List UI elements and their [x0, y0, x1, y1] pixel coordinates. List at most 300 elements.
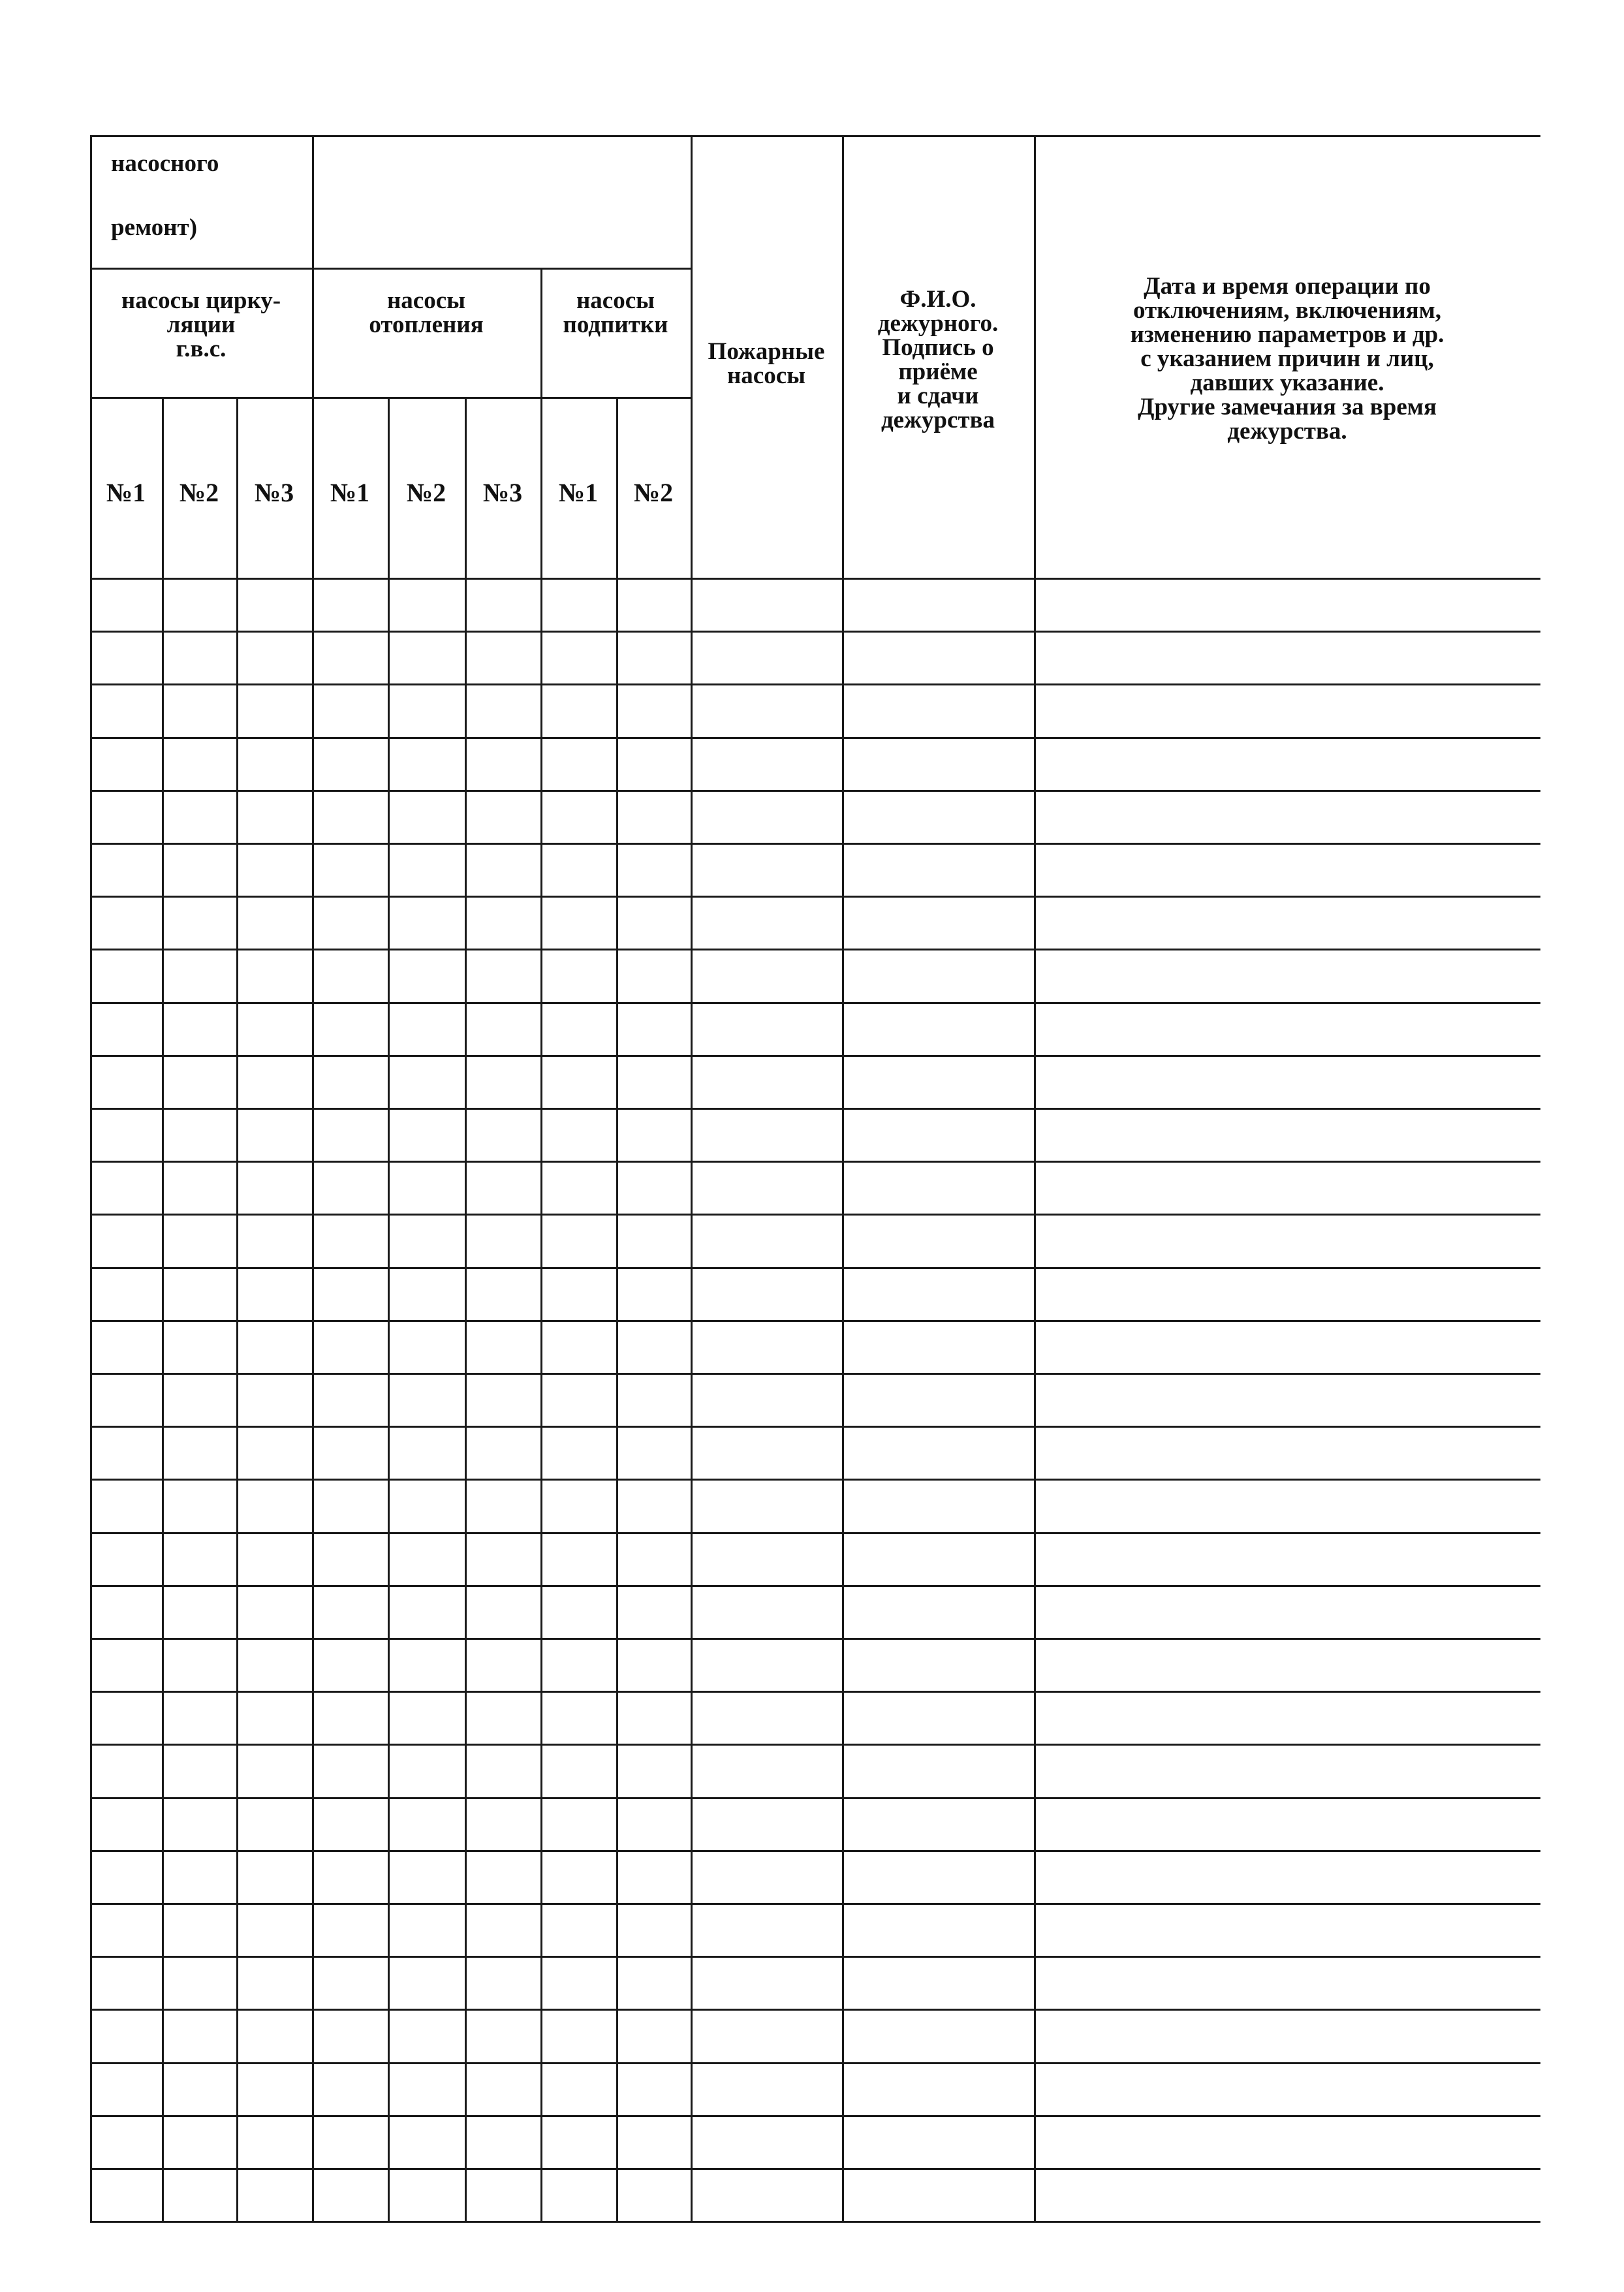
table-cell[interactable]	[844, 1322, 1034, 1373]
table-cell[interactable]	[1036, 2117, 1540, 2168]
table-cell[interactable]	[314, 2170, 388, 2221]
table-cell[interactable]	[618, 1587, 691, 1638]
table-cell[interactable]	[618, 1004, 691, 1055]
table-cell[interactable]	[693, 898, 842, 949]
table-cell[interactable]	[844, 1534, 1034, 1585]
table-cell[interactable]	[693, 2117, 842, 2168]
table-cell[interactable]	[390, 1587, 465, 1638]
table-cell[interactable]	[542, 1799, 616, 1850]
table-cell[interactable]	[693, 1958, 842, 2009]
table-cell[interactable]	[314, 685, 388, 736]
table-cell[interactable]	[844, 1163, 1034, 1214]
table-cell[interactable]	[314, 1746, 388, 1797]
table-cell[interactable]	[618, 2117, 691, 2168]
table-cell[interactable]	[164, 2170, 236, 2221]
table-cell[interactable]	[618, 1163, 691, 1214]
table-cell[interactable]	[693, 580, 842, 631]
table-cell[interactable]	[92, 1163, 162, 1214]
table-cell[interactable]	[693, 739, 842, 790]
table-cell[interactable]	[390, 1905, 465, 1956]
table-cell[interactable]	[467, 1481, 540, 1531]
table-cell[interactable]	[1036, 580, 1540, 631]
table-cell[interactable]	[92, 1004, 162, 1055]
table-cell[interactable]	[1036, 1057, 1540, 1108]
table-cell[interactable]	[467, 1163, 540, 1214]
table-cell[interactable]	[467, 1958, 540, 2009]
table-cell[interactable]	[467, 2064, 540, 2115]
table-cell[interactable]	[238, 1534, 312, 1585]
table-cell[interactable]	[1036, 685, 1540, 736]
table-cell[interactable]	[844, 950, 1034, 1001]
table-cell[interactable]	[92, 1481, 162, 1531]
table-cell[interactable]	[1036, 1693, 1540, 1744]
table-cell[interactable]	[92, 1799, 162, 1850]
table-cell[interactable]	[1036, 1110, 1540, 1161]
table-cell[interactable]	[238, 633, 312, 683]
table-cell[interactable]	[467, 1587, 540, 1638]
table-cell[interactable]	[92, 1057, 162, 1108]
table-cell[interactable]	[314, 1057, 388, 1108]
table-cell[interactable]	[238, 1004, 312, 1055]
table-cell[interactable]	[164, 1110, 236, 1161]
table-cell[interactable]	[164, 2117, 236, 2168]
table-cell[interactable]	[390, 1958, 465, 2009]
table-cell[interactable]	[844, 633, 1034, 683]
table-cell[interactable]	[467, 633, 540, 683]
table-cell[interactable]	[238, 950, 312, 1001]
table-cell[interactable]	[693, 1799, 842, 1850]
table-cell[interactable]	[164, 2064, 236, 2115]
table-cell[interactable]	[467, 1852, 540, 1903]
table-cell[interactable]	[618, 580, 691, 631]
table-cell[interactable]	[390, 2117, 465, 2168]
table-cell[interactable]	[92, 845, 162, 896]
table-cell[interactable]	[390, 1428, 465, 1479]
table-cell[interactable]	[238, 898, 312, 949]
table-cell[interactable]	[238, 580, 312, 631]
table-cell[interactable]	[844, 1481, 1034, 1531]
table-cell[interactable]	[238, 685, 312, 736]
table-cell[interactable]	[314, 1958, 388, 2009]
table-cell[interactable]	[92, 2064, 162, 2115]
table-cell[interactable]	[844, 1905, 1034, 1956]
table-cell[interactable]	[92, 1905, 162, 1956]
table-cell[interactable]	[164, 580, 236, 631]
table-cell[interactable]	[467, 792, 540, 843]
table-cell[interactable]	[542, 1746, 616, 1797]
table-cell[interactable]	[844, 2170, 1034, 2221]
table-cell[interactable]	[618, 1905, 691, 1956]
table-cell[interactable]	[542, 1216, 616, 1266]
table-cell[interactable]	[844, 685, 1034, 736]
table-cell[interactable]	[1036, 1375, 1540, 1426]
table-cell[interactable]	[390, 685, 465, 736]
table-cell[interactable]	[467, 580, 540, 631]
table-cell[interactable]	[164, 1163, 236, 1214]
table-cell[interactable]	[238, 1428, 312, 1479]
table-cell[interactable]	[164, 1004, 236, 1055]
table-cell[interactable]	[314, 1481, 388, 1531]
table-cell[interactable]	[467, 1057, 540, 1108]
table-cell[interactable]	[238, 2064, 312, 2115]
table-cell[interactable]	[390, 1322, 465, 1373]
table-cell[interactable]	[92, 1587, 162, 1638]
table-cell[interactable]	[693, 1322, 842, 1373]
table-cell[interactable]	[164, 950, 236, 1001]
table-cell[interactable]	[238, 1852, 312, 1903]
table-cell[interactable]	[390, 580, 465, 631]
table-cell[interactable]	[92, 1428, 162, 1479]
table-cell[interactable]	[314, 739, 388, 790]
table-cell[interactable]	[314, 580, 388, 631]
table-cell[interactable]	[238, 1057, 312, 1108]
table-cell[interactable]	[1036, 739, 1540, 790]
table-cell[interactable]	[1036, 2170, 1540, 2221]
table-cell[interactable]	[542, 2011, 616, 2062]
table-cell[interactable]	[164, 1799, 236, 1850]
table-cell[interactable]	[693, 1057, 842, 1108]
table-cell[interactable]	[390, 1693, 465, 1744]
table-cell[interactable]	[390, 2011, 465, 2062]
table-cell[interactable]	[238, 1746, 312, 1797]
table-cell[interactable]	[542, 1905, 616, 1956]
table-cell[interactable]	[542, 1322, 616, 1373]
table-cell[interactable]	[92, 1216, 162, 1266]
table-cell[interactable]	[467, 1905, 540, 1956]
table-cell[interactable]	[467, 2011, 540, 2062]
table-cell[interactable]	[238, 1216, 312, 1266]
table-cell[interactable]	[314, 1640, 388, 1691]
table-cell[interactable]	[314, 950, 388, 1001]
table-cell[interactable]	[314, 898, 388, 949]
table-cell[interactable]	[693, 845, 842, 896]
table-cell[interactable]	[542, 1057, 616, 1108]
table-cell[interactable]	[238, 2170, 312, 2221]
table-cell[interactable]	[238, 1481, 312, 1531]
table-cell[interactable]	[542, 1004, 616, 1055]
table-cell[interactable]	[390, 1269, 465, 1320]
table-cell[interactable]	[390, 2064, 465, 2115]
table-cell[interactable]	[542, 1693, 616, 1744]
table-cell[interactable]	[693, 1852, 842, 1903]
table-cell[interactable]	[844, 1799, 1034, 1850]
table-cell[interactable]	[844, 1216, 1034, 1266]
table-cell[interactable]	[693, 1481, 842, 1531]
table-cell[interactable]	[542, 685, 616, 736]
table-cell[interactable]	[693, 1428, 842, 1479]
table-cell[interactable]	[542, 1428, 616, 1479]
table-cell[interactable]	[92, 950, 162, 1001]
table-cell[interactable]	[618, 1746, 691, 1797]
table-cell[interactable]	[314, 1269, 388, 1320]
table-cell[interactable]	[542, 1587, 616, 1638]
table-cell[interactable]	[844, 1375, 1034, 1426]
table-cell[interactable]	[238, 1375, 312, 1426]
table-cell[interactable]	[92, 792, 162, 843]
table-cell[interactable]	[542, 1640, 616, 1691]
table-cell[interactable]	[1036, 2011, 1540, 2062]
table-cell[interactable]	[164, 739, 236, 790]
table-cell[interactable]	[618, 1693, 691, 1744]
table-cell[interactable]	[92, 1746, 162, 1797]
table-cell[interactable]	[314, 1322, 388, 1373]
table-cell[interactable]	[618, 685, 691, 736]
table-cell[interactable]	[314, 1587, 388, 1638]
table-cell[interactable]	[92, 1852, 162, 1903]
table-cell[interactable]	[844, 2117, 1034, 2168]
table-cell[interactable]	[390, 1640, 465, 1691]
table-cell[interactable]	[1036, 1799, 1540, 1850]
table-cell[interactable]	[844, 1587, 1034, 1638]
table-cell[interactable]	[467, 1269, 540, 1320]
table-cell[interactable]	[164, 1534, 236, 1585]
table-cell[interactable]	[1036, 898, 1540, 949]
table-cell[interactable]	[390, 1534, 465, 1585]
table-cell[interactable]	[164, 1587, 236, 1638]
table-cell[interactable]	[314, 2011, 388, 2062]
table-cell[interactable]	[844, 1640, 1034, 1691]
table-cell[interactable]	[618, 1852, 691, 1903]
table-cell[interactable]	[844, 580, 1034, 631]
table-cell[interactable]	[1036, 1587, 1540, 1638]
table-cell[interactable]	[467, 1110, 540, 1161]
table-cell[interactable]	[844, 792, 1034, 843]
table-cell[interactable]	[164, 2011, 236, 2062]
table-cell[interactable]	[390, 1216, 465, 1266]
table-cell[interactable]	[542, 1481, 616, 1531]
table-cell[interactable]	[164, 845, 236, 896]
table-cell[interactable]	[390, 845, 465, 896]
table-cell[interactable]	[314, 792, 388, 843]
table-cell[interactable]	[1036, 1269, 1540, 1320]
table-cell[interactable]	[1036, 1163, 1540, 1214]
table-cell[interactable]	[467, 950, 540, 1001]
table-cell[interactable]	[844, 1004, 1034, 1055]
table-cell[interactable]	[314, 1004, 388, 1055]
table-cell[interactable]	[844, 1110, 1034, 1161]
table-cell[interactable]	[693, 1534, 842, 1585]
table-cell[interactable]	[92, 1958, 162, 2009]
table-cell[interactable]	[844, 1057, 1034, 1108]
table-cell[interactable]	[467, 1799, 540, 1850]
table-cell[interactable]	[618, 1057, 691, 1108]
table-cell[interactable]	[1036, 792, 1540, 843]
table-cell[interactable]	[618, 2011, 691, 2062]
table-cell[interactable]	[467, 1375, 540, 1426]
table-cell[interactable]	[542, 1375, 616, 1426]
table-cell[interactable]	[542, 792, 616, 843]
table-cell[interactable]	[467, 1693, 540, 1744]
table-cell[interactable]	[92, 685, 162, 736]
table-cell[interactable]	[1036, 1640, 1540, 1691]
table-cell[interactable]	[314, 2117, 388, 2168]
table-cell[interactable]	[164, 1640, 236, 1691]
table-cell[interactable]	[693, 1375, 842, 1426]
table-cell[interactable]	[1036, 845, 1540, 896]
table-cell[interactable]	[1036, 1958, 1540, 2009]
table-cell[interactable]	[92, 1534, 162, 1585]
table-cell[interactable]	[1036, 2064, 1540, 2115]
table-cell[interactable]	[238, 1322, 312, 1373]
table-cell[interactable]	[164, 898, 236, 949]
table-cell[interactable]	[844, 1693, 1034, 1744]
table-cell[interactable]	[164, 1375, 236, 1426]
table-cell[interactable]	[92, 580, 162, 631]
table-cell[interactable]	[314, 1216, 388, 1266]
table-cell[interactable]	[314, 1428, 388, 1479]
table-cell[interactable]	[1036, 950, 1540, 1001]
table-cell[interactable]	[618, 1958, 691, 2009]
table-cell[interactable]	[844, 1746, 1034, 1797]
table-cell[interactable]	[618, 845, 691, 896]
table-cell[interactable]	[542, 2170, 616, 2221]
table-cell[interactable]	[1036, 1216, 1540, 1266]
table-cell[interactable]	[618, 1481, 691, 1531]
table-cell[interactable]	[314, 2064, 388, 2115]
table-cell[interactable]	[467, 845, 540, 896]
table-cell[interactable]	[390, 739, 465, 790]
table-cell[interactable]	[693, 1746, 842, 1797]
table-cell[interactable]	[164, 1905, 236, 1956]
table-cell[interactable]	[314, 1110, 388, 1161]
table-cell[interactable]	[390, 1004, 465, 1055]
table-cell[interactable]	[618, 1322, 691, 1373]
table-cell[interactable]	[164, 1216, 236, 1266]
table-cell[interactable]	[164, 1852, 236, 1903]
table-cell[interactable]	[390, 1481, 465, 1531]
table-cell[interactable]	[164, 1057, 236, 1108]
table-cell[interactable]	[618, 2170, 691, 2221]
table-cell[interactable]	[693, 950, 842, 1001]
table-cell[interactable]	[467, 739, 540, 790]
table-cell[interactable]	[542, 845, 616, 896]
table-cell[interactable]	[542, 1163, 616, 1214]
table-cell[interactable]	[238, 1163, 312, 1214]
table-cell[interactable]	[618, 1375, 691, 1426]
table-cell[interactable]	[618, 739, 691, 790]
table-cell[interactable]	[390, 950, 465, 1001]
table-cell[interactable]	[693, 1110, 842, 1161]
table-cell[interactable]	[314, 1534, 388, 1585]
table-cell[interactable]	[314, 1163, 388, 1214]
table-cell[interactable]	[1036, 1746, 1540, 1797]
table-cell[interactable]	[238, 1958, 312, 2009]
table-cell[interactable]	[844, 1428, 1034, 1479]
table-cell[interactable]	[238, 792, 312, 843]
table-cell[interactable]	[693, 633, 842, 683]
table-cell[interactable]	[238, 1905, 312, 1956]
table-cell[interactable]	[164, 633, 236, 683]
table-cell[interactable]	[542, 950, 616, 1001]
table-cell[interactable]	[238, 1269, 312, 1320]
table-cell[interactable]	[164, 1269, 236, 1320]
table-cell[interactable]	[314, 1799, 388, 1850]
table-cell[interactable]	[618, 1799, 691, 1850]
table-cell[interactable]	[390, 1746, 465, 1797]
table-cell[interactable]	[542, 1534, 616, 1585]
table-cell[interactable]	[542, 2117, 616, 2168]
table-cell[interactable]	[92, 739, 162, 790]
table-cell[interactable]	[164, 1746, 236, 1797]
table-cell[interactable]	[618, 1534, 691, 1585]
table-cell[interactable]	[1036, 633, 1540, 683]
table-cell[interactable]	[693, 1163, 842, 1214]
table-cell[interactable]	[844, 1269, 1034, 1320]
table-cell[interactable]	[693, 1640, 842, 1691]
table-cell[interactable]	[844, 1852, 1034, 1903]
table-cell[interactable]	[390, 1057, 465, 1108]
table-cell[interactable]	[314, 1375, 388, 1426]
table-cell[interactable]	[618, 1269, 691, 1320]
table-cell[interactable]	[618, 1428, 691, 1479]
table-cell[interactable]	[164, 1428, 236, 1479]
table-cell[interactable]	[467, 1746, 540, 1797]
table-cell[interactable]	[693, 685, 842, 736]
table-cell[interactable]	[618, 1216, 691, 1266]
table-cell[interactable]	[238, 2117, 312, 2168]
table-cell[interactable]	[164, 792, 236, 843]
table-cell[interactable]	[467, 1004, 540, 1055]
table-cell[interactable]	[693, 792, 842, 843]
table-cell[interactable]	[314, 1693, 388, 1744]
table-cell[interactable]	[693, 1905, 842, 1956]
table-cell[interactable]	[238, 1799, 312, 1850]
table-cell[interactable]	[618, 792, 691, 843]
table-cell[interactable]	[1036, 1004, 1540, 1055]
table-cell[interactable]	[238, 1587, 312, 1638]
table-cell[interactable]	[92, 633, 162, 683]
table-cell[interactable]	[542, 1269, 616, 1320]
table-cell[interactable]	[467, 2170, 540, 2221]
table-cell[interactable]	[467, 898, 540, 949]
table-cell[interactable]	[1036, 1322, 1540, 1373]
table-cell[interactable]	[238, 2011, 312, 2062]
table-cell[interactable]	[238, 1693, 312, 1744]
table-cell[interactable]	[844, 1958, 1034, 2009]
table-cell[interactable]	[542, 739, 616, 790]
table-cell[interactable]	[164, 685, 236, 736]
table-cell[interactable]	[467, 1534, 540, 1585]
table-cell[interactable]	[618, 2064, 691, 2115]
table-cell[interactable]	[467, 2117, 540, 2168]
table-cell[interactable]	[92, 2170, 162, 2221]
table-cell[interactable]	[844, 898, 1034, 949]
table-cell[interactable]	[1036, 1481, 1540, 1531]
table-cell[interactable]	[238, 1110, 312, 1161]
table-cell[interactable]	[92, 1693, 162, 1744]
table-cell[interactable]	[92, 1375, 162, 1426]
table-cell[interactable]	[542, 580, 616, 631]
table-cell[interactable]	[238, 845, 312, 896]
table-cell[interactable]	[542, 1958, 616, 2009]
table-cell[interactable]	[467, 1640, 540, 1691]
table-cell[interactable]	[92, 1322, 162, 1373]
table-cell[interactable]	[542, 898, 616, 949]
table-cell[interactable]	[467, 1428, 540, 1479]
table-cell[interactable]	[390, 633, 465, 683]
table-cell[interactable]	[542, 2064, 616, 2115]
table-cell[interactable]	[844, 2064, 1034, 2115]
table-cell[interactable]	[618, 633, 691, 683]
table-cell[interactable]	[390, 1799, 465, 1850]
table-cell[interactable]	[618, 898, 691, 949]
table-cell[interactable]	[542, 633, 616, 683]
table-cell[interactable]	[618, 950, 691, 1001]
table-cell[interactable]	[1036, 1534, 1540, 1585]
table-cell[interactable]	[844, 739, 1034, 790]
table-cell[interactable]	[92, 2117, 162, 2168]
table-cell[interactable]	[693, 1004, 842, 1055]
